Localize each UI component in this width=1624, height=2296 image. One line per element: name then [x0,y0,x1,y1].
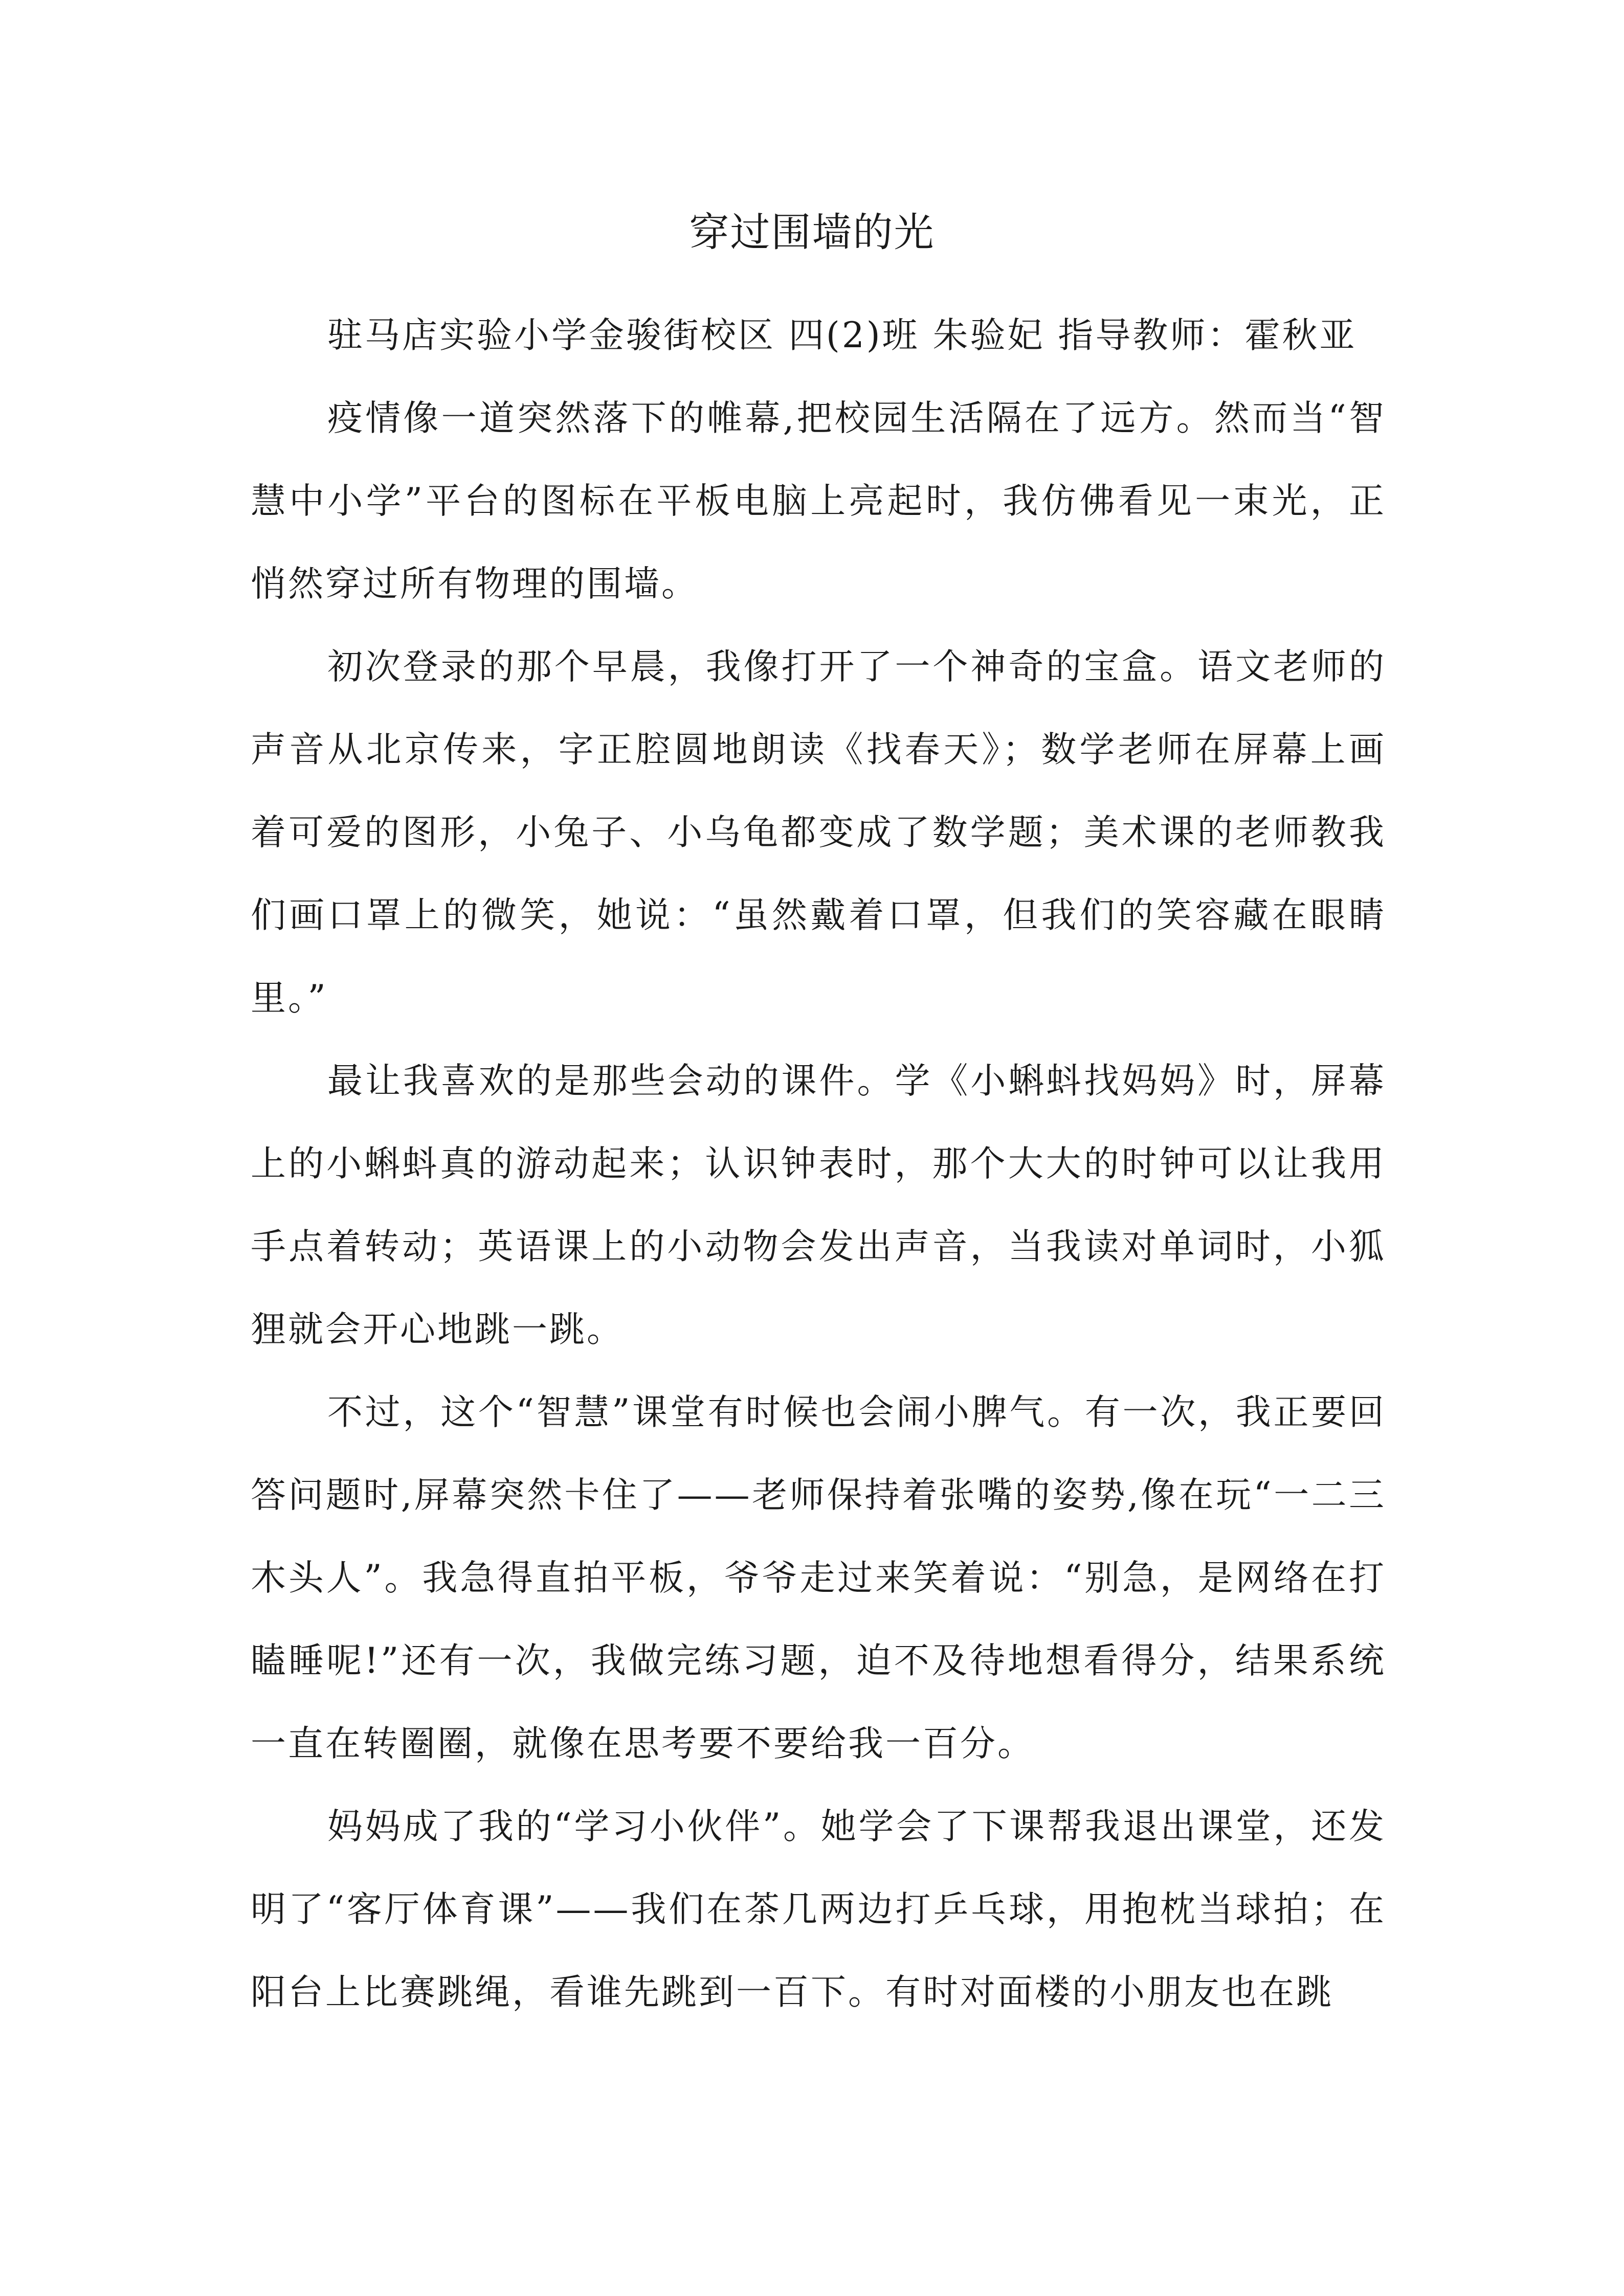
paragraph: 妈妈成了我的“学习小伙伴”。她学会了下课帮我退出课堂，还发明了“客厅体育课”——我们在茶几两边打乒乓球，用抱枕当球拍；在阳台上比赛跳绳，看谁先跳到一百下。有时对面楼的小朋友也在跳 [251,1806,1386,2013]
author-byline: 驻马店实验小学金骏街校区 四(2)班 朱验妃 指导教师：霍秋亚 [327,315,1357,356]
essay-body [251,294,1386,2034]
paragraph: 最让我喜欢的是那些会动的课件。学《小蝌蚪找妈妈》时，屏幕上的小蝌蚪真的游动起来；认识钟表时，那个大大的时钟可以让我用手点着转动；英语课上的小动物会发出声音，当我读对单词时，小狐狸就会开心地跳一跳。 [251,1061,1386,1350]
paragraph: 初次登录的那个早晨，我像打开了一个神奇的宝盒。语文老师的声音从北京传来，字正腔圆地朗读《找春天》；数学老师在屏幕上画着可爱的图形，小兔子、小乌龟都变成了数学题；美术课的老师教我们画口罩上的微笑，她说：“虽然戴着口罩，但我们的笑容藏在眼睛里。” [251,646,1386,1019]
essay-title: 穿过围墙的光 [689,210,935,256]
paragraph: 疫情像一道突然落下的帷幕,把校园生活隔在了远方。然而当“智慧中小学”平台的图标在平板电脑上亮起时，我仿佛看见一束光，正悄然穿过所有物理的围墙。 [251,398,1386,604]
paragraph: 不过，这个“智慧”课堂有时候也会闹小脾气。有一次，我正要回答问题时,屏幕突然卡住了——老师保持着张嘴的姿势,像在玩“一二三木头人”。我急得直拍平板，爷爷走过来笑着说：“别急，是网络在打瞌睡呢!”还有一次，我做完练习题，迫不及待地想看得分，结果系统一直在转圈圈，就像在思考要不要给我一百分。 [251,1392,1386,1764]
